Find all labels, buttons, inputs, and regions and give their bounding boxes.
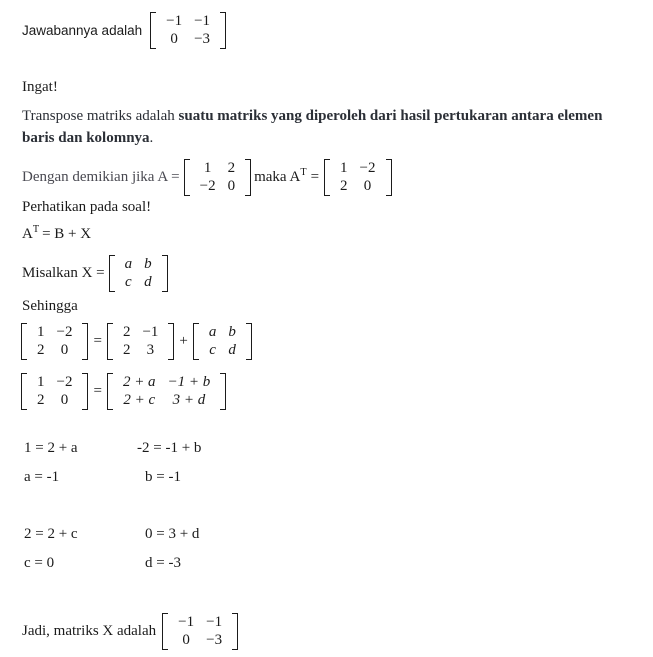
bracket-right-icon xyxy=(168,323,174,360)
bracket-left-icon xyxy=(324,159,330,196)
matrix-cell: 2 xyxy=(37,391,45,408)
problem-equation-symbol: A xyxy=(22,226,33,242)
bracket-left-icon xyxy=(109,255,115,292)
example-middle-text: maka A xyxy=(254,169,301,186)
matrix-cell: −2 xyxy=(359,160,376,176)
matrix-cell: 2 + a xyxy=(122,374,156,390)
problem-equation-rhs: = B + X xyxy=(42,226,92,242)
matrix-sum xyxy=(107,373,226,410)
problem-equation-lhs xyxy=(22,226,39,243)
matrix-cell: c xyxy=(209,341,216,358)
matrix-cell: a xyxy=(208,324,217,340)
bracket-right-icon xyxy=(245,159,251,196)
suppose-label: Misalkan X = xyxy=(22,265,105,282)
remember-heading-row xyxy=(22,79,58,96)
answer-intro-label: Jawabannya adalah xyxy=(22,22,143,38)
remember-heading: Ingat! xyxy=(22,79,58,95)
derivation-heading: Sehingga xyxy=(22,298,78,314)
solve-left-2: 2 = 2 + c xyxy=(24,526,78,542)
matrix-cell: 1 xyxy=(37,324,45,340)
solve-right-0: -2 = -1 + b xyxy=(137,440,202,456)
matrix-cell: 2 xyxy=(122,341,131,358)
matrix-cell: a xyxy=(124,256,133,272)
answer-intro-matrix xyxy=(150,12,226,49)
bracket-right-icon xyxy=(82,373,88,410)
solve-right-3: d = -3 xyxy=(145,555,181,571)
bracket-left-icon xyxy=(107,373,113,410)
matrix-cell: −2 xyxy=(56,324,73,340)
bracket-left-icon xyxy=(21,323,27,360)
bracket-right-icon xyxy=(386,159,392,196)
matrix-cell: 3 + d xyxy=(172,391,206,408)
matrix-cell: 2 + c xyxy=(123,391,156,408)
matrix-cell: d xyxy=(144,273,152,290)
conclusion-label: Jadi, matriks X adalah xyxy=(22,623,157,640)
solve-right-1: b = -1 xyxy=(145,469,181,485)
matrix-cell: b xyxy=(228,324,236,340)
plus-sign: + xyxy=(179,333,188,350)
derivation-line-2 xyxy=(20,373,227,410)
example-row xyxy=(22,159,393,196)
bracket-left-icon xyxy=(21,373,27,410)
matrix-cell: 1 xyxy=(37,374,45,390)
derivation-heading-row xyxy=(22,298,78,315)
matrix-cell: b xyxy=(144,256,152,272)
matrix-cell: −1 xyxy=(194,13,211,29)
matrix-cell: 0 xyxy=(170,30,178,47)
matrix-cell: 1 xyxy=(340,160,348,176)
example-text-before: Dengan demikian jika A = xyxy=(22,169,180,186)
matrix-lhs xyxy=(21,373,88,410)
matrix-cell: 3 xyxy=(146,341,155,358)
matrix-cell: −1 xyxy=(178,614,195,630)
matrix-a-transpose xyxy=(324,159,391,196)
bracket-left-icon xyxy=(107,323,113,360)
matrix-x xyxy=(109,255,168,292)
bracket-right-icon xyxy=(82,323,88,360)
conclusion-matrix xyxy=(162,613,238,650)
suppose-row xyxy=(22,255,169,292)
problem-equation-row xyxy=(22,226,91,243)
bracket-right-icon xyxy=(220,12,226,49)
matrix-cell: −1 xyxy=(166,13,183,29)
matrix-cell: −1 xyxy=(142,324,159,340)
matrix-cell: 2 xyxy=(122,324,131,340)
bracket-right-icon xyxy=(162,255,168,292)
bracket-left-icon xyxy=(184,159,190,196)
equals-sign: = xyxy=(93,333,102,350)
definition-prefix: Transpose matriks adalah xyxy=(22,108,179,124)
matrix-cell: 0 xyxy=(60,341,69,358)
bracket-left-icon xyxy=(150,12,156,49)
matrix-cell: 1 xyxy=(203,160,212,176)
conclusion-row xyxy=(22,613,239,650)
definition-bold: suatu matriks yang diperoleh dari hasil pertukaran antara elemen baris dan kolomnya xyxy=(22,108,603,146)
matrix-cell: 2 xyxy=(37,341,45,358)
matrix-cell: c xyxy=(125,273,132,290)
equals-sign: = xyxy=(310,169,320,186)
matrix-cell: −1 + b xyxy=(167,374,211,390)
matrix-cell: −1 xyxy=(206,614,223,630)
transpose-superscript: T xyxy=(32,224,40,235)
matrix-cell: d xyxy=(228,341,236,358)
matrix-x-unknown xyxy=(193,323,252,360)
transpose-superscript: T xyxy=(300,167,307,179)
transpose-definition xyxy=(22,106,634,150)
bracket-right-icon xyxy=(220,373,226,410)
equals-sign: = xyxy=(93,383,102,400)
solve-left-0: 1 = 2 + a xyxy=(24,440,78,456)
matrix-lhs xyxy=(21,323,88,360)
matrix-cell: 0 xyxy=(227,177,236,194)
matrix-cell: 2 xyxy=(340,177,348,194)
example-text-middle xyxy=(254,169,306,186)
matrix-cell: −2 xyxy=(199,177,216,194)
definition-suffix: . xyxy=(149,129,154,146)
solve-right-2: 0 = 3 + d xyxy=(145,526,200,542)
bracket-right-icon xyxy=(232,613,238,650)
matrix-a xyxy=(184,159,251,196)
matrix-cell: 0 xyxy=(60,391,69,408)
solve-left-3: c = 0 xyxy=(24,555,55,571)
matrix-cell: 0 xyxy=(182,631,190,648)
matrix-cell: 0 xyxy=(363,177,372,194)
solve-left-1: a = -1 xyxy=(24,469,60,485)
matrix-cell: −2 xyxy=(56,374,73,390)
problem-heading: Perhatikan pada soal! xyxy=(22,199,152,215)
bracket-left-icon xyxy=(162,613,168,650)
matrix-cell: −3 xyxy=(206,631,223,648)
bracket-right-icon xyxy=(246,323,252,360)
matrix-b xyxy=(107,323,174,360)
derivation-line-1 xyxy=(20,323,253,360)
bracket-left-icon xyxy=(193,323,199,360)
matrix-cell: −3 xyxy=(194,30,211,47)
matrix-cell: 2 xyxy=(227,160,236,176)
answer-intro-row xyxy=(22,12,227,49)
problem-heading-row xyxy=(22,199,151,216)
